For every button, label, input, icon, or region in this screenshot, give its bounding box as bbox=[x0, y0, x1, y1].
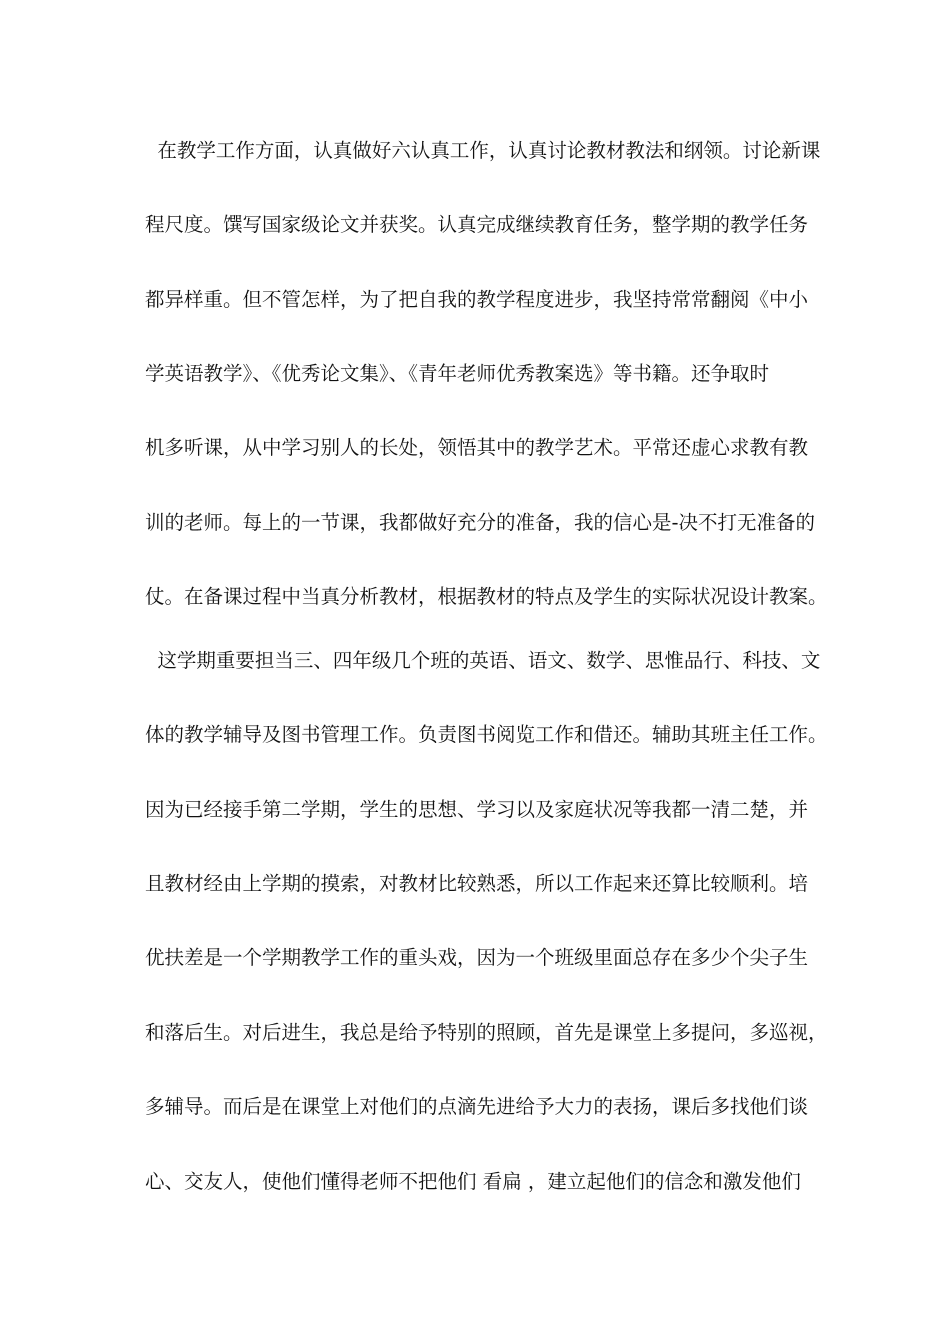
text-line: 体的教学辅导及图书管理工作。负责图书阅览工作和借还。辅助其班主任工作。 bbox=[145, 723, 828, 746]
text-line: 机多听课，从中学习别人的长处，领悟其中的教学艺术。平常还虚心求教有教 bbox=[145, 436, 809, 459]
text-line: 都异样重。但不管怎样，为了把自我的教学程度进步，我坚持常常翻阅《中小 bbox=[145, 288, 809, 311]
text-line: 程尺度。馔写国家级论文并获奖。认真完成继续教育任务，整学期的教学任务 bbox=[145, 213, 809, 236]
text-line: 这学期重要担当三、四年级几个班的英语、语文、数学、思惟品行、科技、文 bbox=[145, 649, 821, 672]
text-line: 训的老师。每上的一节课，我都做好充分的准备，我的信心是-决不打无准备的 bbox=[145, 511, 816, 534]
text-line: 多辅导。而后是在课堂上对他们的点滴先进给予大力的表扬，课后多找他们谈 bbox=[145, 1095, 809, 1118]
text-line: 学英语教学》、《优秀论文集》、《青年老师优秀教案选》等书籍。还争取时 bbox=[145, 362, 770, 385]
text-line: 仗。在备课过程中当真分析教材，根据教材的特点及学生的实际状况设计教案。 bbox=[145, 585, 828, 608]
text-line: 和落后生。对后进生，我总是给予特别的照顾，首先是课堂上多提问，多巡视， bbox=[145, 1021, 828, 1044]
text-line: 且教材经由上学期的摸索，对教材比较熟悉，所以工作起来还算比较顺利。培 bbox=[145, 872, 809, 895]
text-line: 因为已经接手第二学期，学生的思想、学习以及家庭状况等我都一清二楚，并 bbox=[145, 798, 809, 821]
text-line: 在教学工作方面，认真做好六认真工作，认真讨论教材教法和纲领。讨论新课 bbox=[145, 139, 821, 162]
text-line: 优扶差是一个学期教学工作的重头戏，因为一个班级里面总存在多少个尖子生 bbox=[145, 946, 809, 969]
text-line: 心、交友人，使他们懂得老师不把他们 看扁 ，建立起他们的信念和激发他们 bbox=[145, 1170, 801, 1193]
